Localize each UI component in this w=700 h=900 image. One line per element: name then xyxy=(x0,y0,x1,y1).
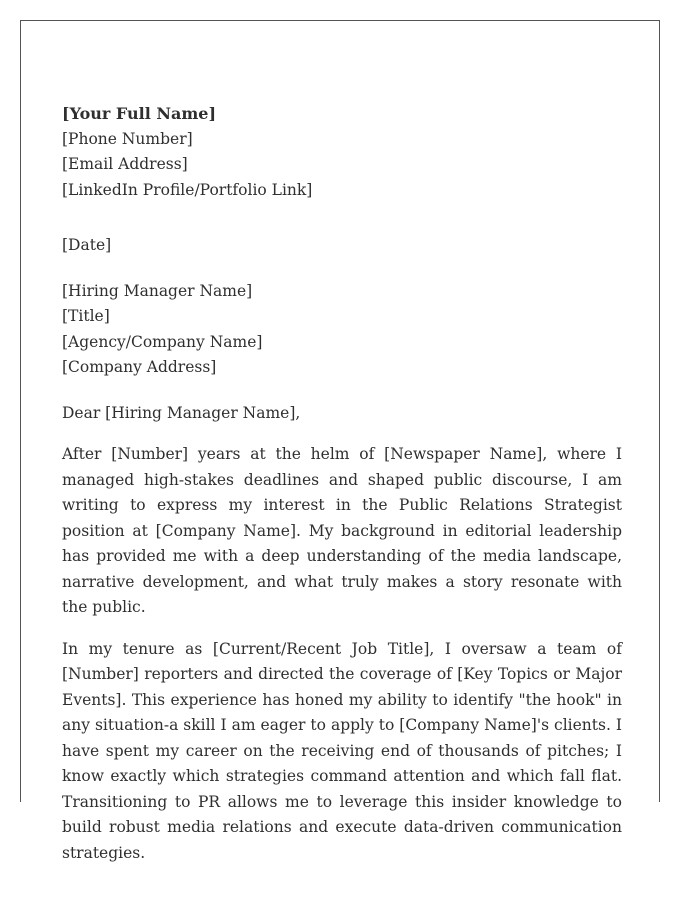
salutation: Dear [Hiring Manager Name], xyxy=(62,403,301,422)
sender-link: [LinkedIn Profile/Portfolio Link] xyxy=(62,180,313,199)
letter-date: [Date] xyxy=(62,236,112,254)
recipient-title: [Title] xyxy=(62,307,110,325)
sender-email: [Email Address] xyxy=(62,155,188,173)
recipient-address: [Company Address] xyxy=(62,358,217,376)
letter-body xyxy=(62,101,622,866)
body-paragraph-1: After [Number] years at the helm of [Newspaper Name], where I managed high-stakes deadlines and shaped public discourse, I am writing to express my interest in the Public Relations Strategist position at [Company Name]. My background in editorial leadership has provided me with a deep understanding of the media landscape, narrative development, and what truly makes a story resonate with the public. xyxy=(62,445,622,616)
recipient-name: [Hiring Manager Name] xyxy=(62,281,253,300)
sender-phone: [Phone Number] xyxy=(62,129,193,148)
body-paragraph-2: In my tenure as [Current/Recent Job Title], I oversaw a team of [Number] reporters and directed the coverage of [Key Topics or Major Events]. This experience has honed my ability to identify "the hook" in any situation-a skill I am eager to apply to [Company Name]'s clients. I have spent my career on the receiving end of thousands of pitches; I know exactly which strategies command attention and which fall flat. Transitioning to PR allows me to leverage this insider knowledge to build robust media relations and execute data-driven communication strategies. xyxy=(62,639,622,862)
letter-page xyxy=(20,20,660,862)
recipient-agency: [Agency/Company Name] xyxy=(62,332,263,351)
sender-name: [Your Full Name] xyxy=(62,104,217,123)
